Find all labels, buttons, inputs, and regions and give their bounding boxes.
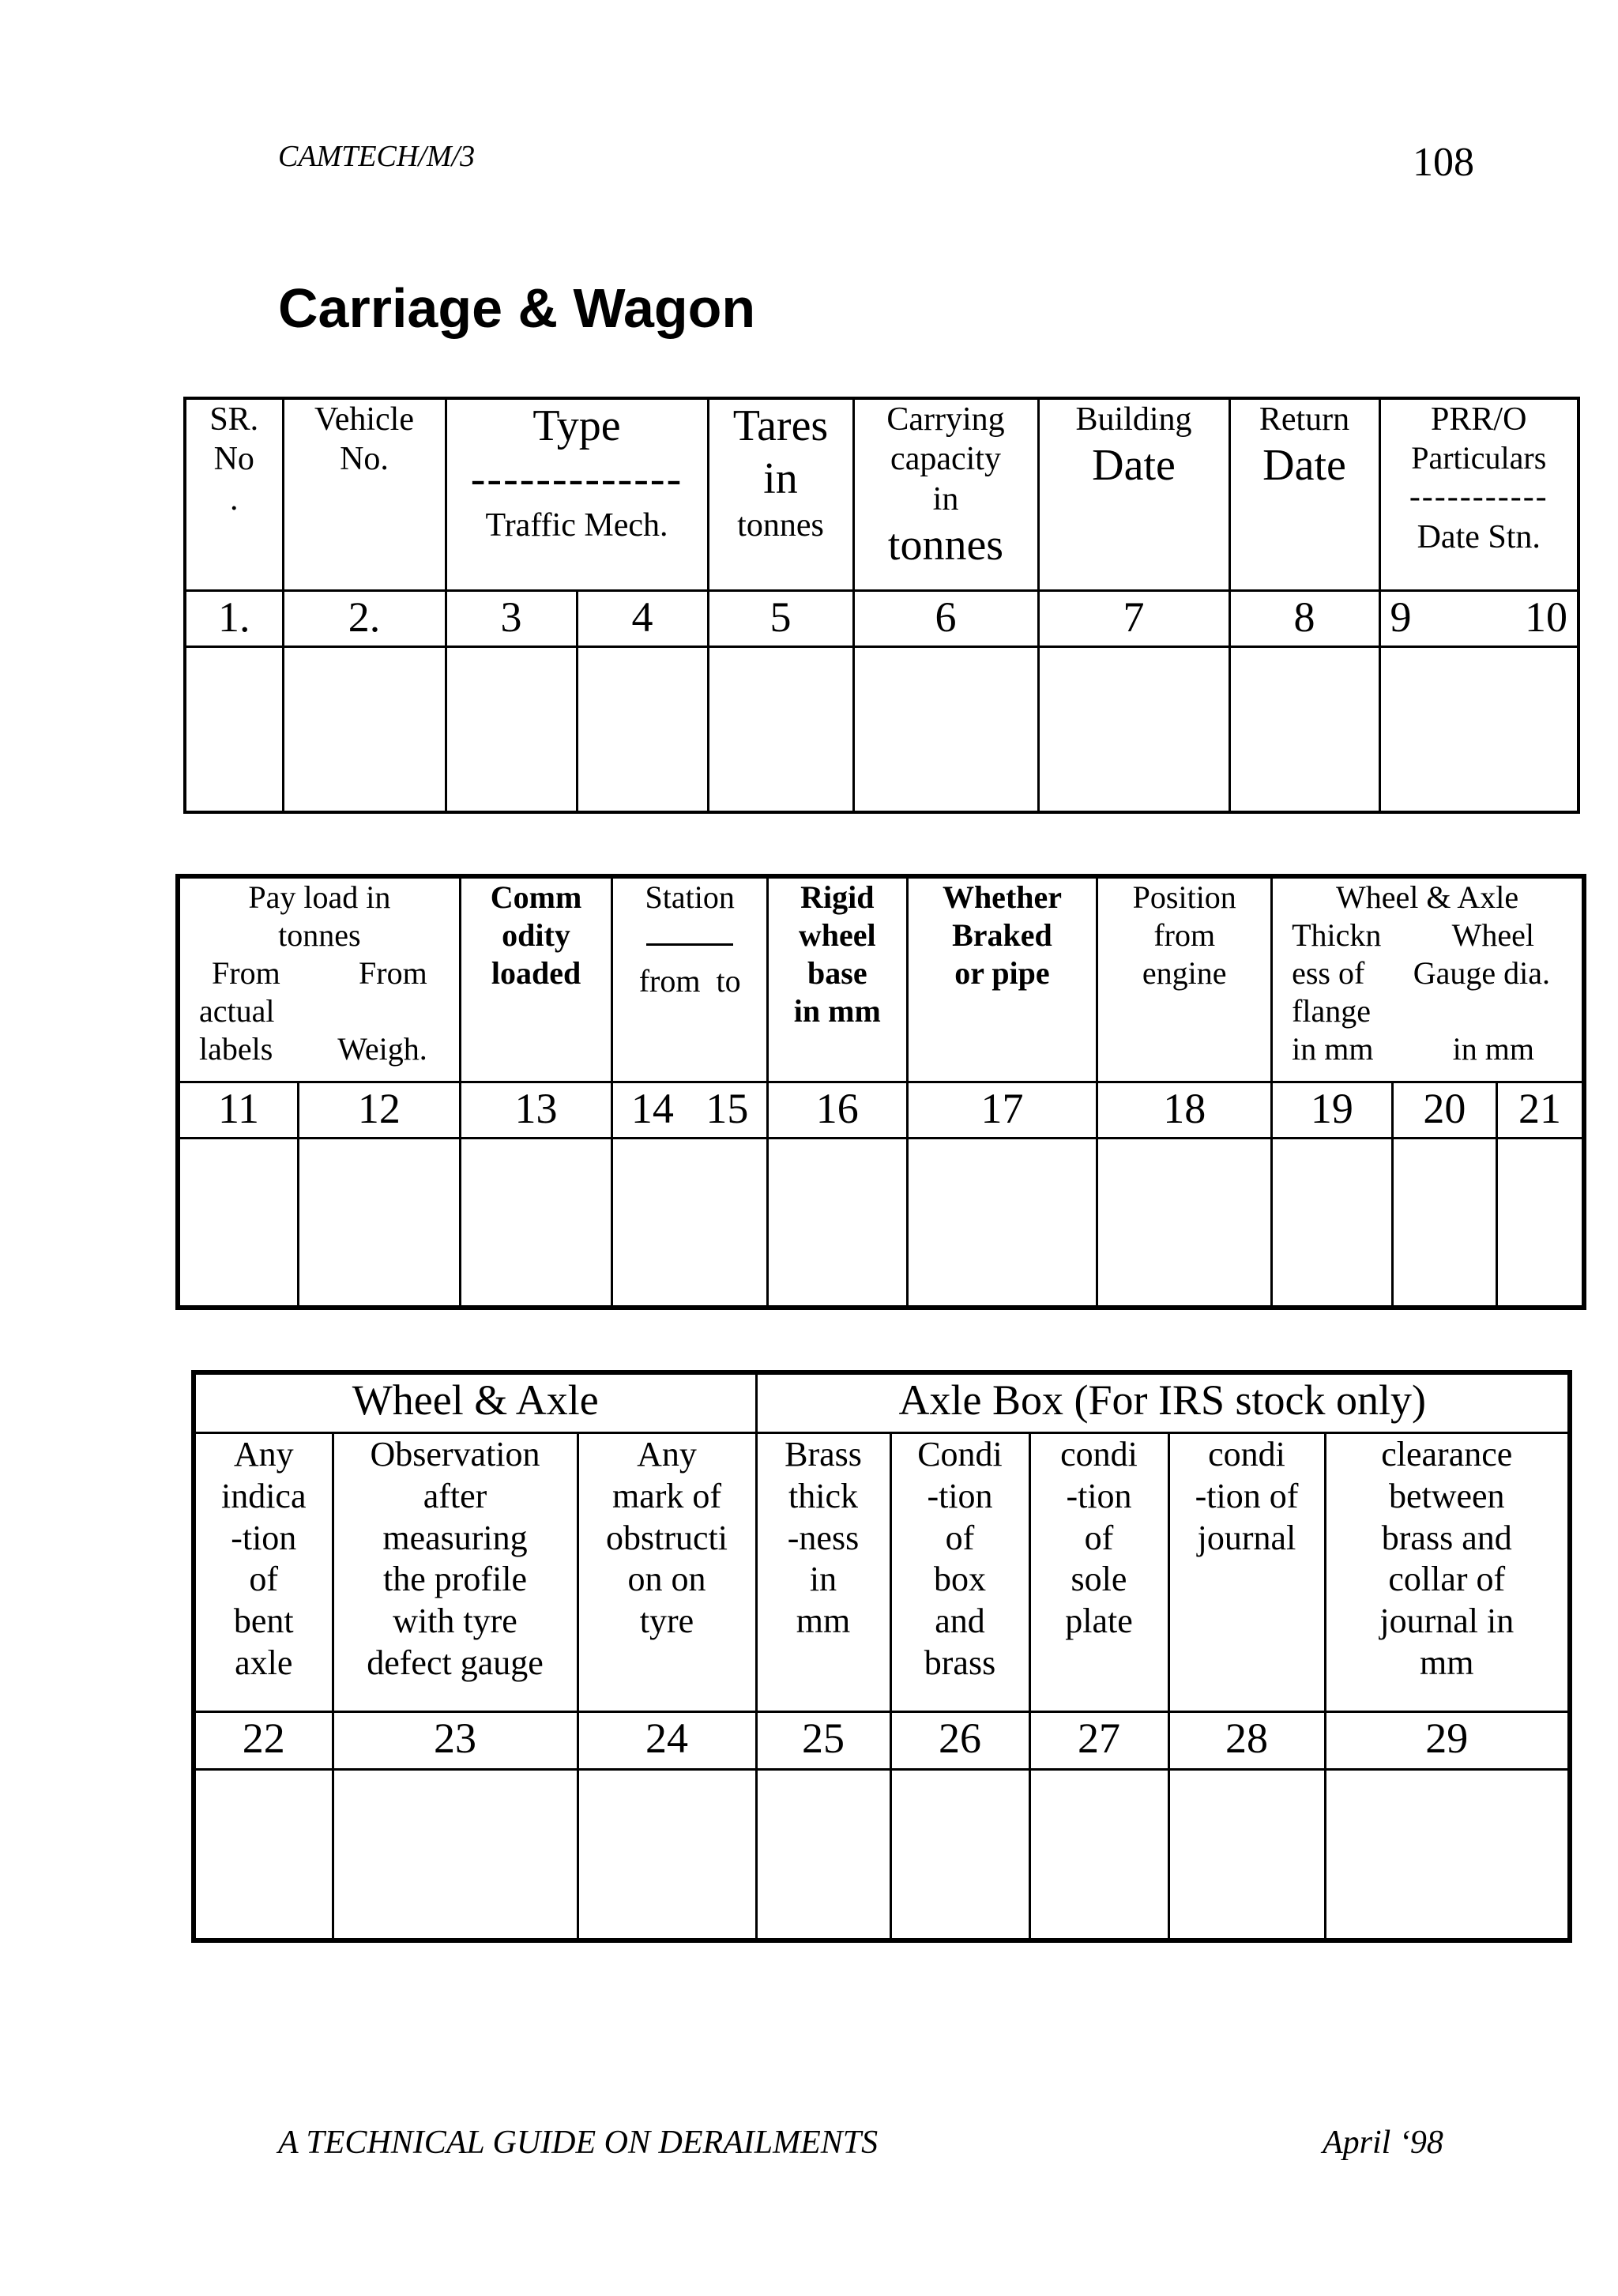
entry-cell[interactable] (194, 1770, 333, 1941)
wheel-axle-box-table (191, 1370, 1572, 1943)
document-code: CAMTECH/M/3 (278, 140, 476, 173)
table2-number-row (178, 1082, 1584, 1139)
entry-cell[interactable] (333, 1770, 578, 1941)
col-number: 28 (1168, 1712, 1325, 1770)
header-return-date: Return Date (1229, 398, 1379, 591)
col-number-pair: 9 10 (1379, 591, 1578, 647)
table3-group-row (194, 1372, 1570, 1433)
header-brass-thickness: Brass thick -ness in mm (756, 1433, 890, 1712)
header-tares: Tares in tonnes (708, 398, 853, 591)
header-prro: PRR/O Particulars ----------- Date Stn. (1379, 398, 1578, 591)
entry-cell[interactable] (446, 647, 577, 813)
header-sr-no: SR. No . (185, 398, 283, 591)
header-box-brass-condition: Condi -tion of box and brass (890, 1433, 1029, 1712)
col-number: 5 (708, 591, 853, 647)
header-journal-condition: condi -tion of journal (1168, 1433, 1325, 1712)
col-number: 27 (1029, 1712, 1168, 1770)
table3-entry-row (194, 1770, 1570, 1941)
col-number: 1. (185, 591, 283, 647)
entry-cell[interactable] (1379, 647, 1578, 813)
group-axle-box: Axle Box (For IRS stock only) (756, 1372, 1570, 1433)
header-station: Station from to (612, 876, 768, 1082)
entry-cell[interactable] (708, 647, 853, 813)
footer-date: April ‘98 (1323, 2125, 1443, 2161)
entry-cell[interactable] (178, 1139, 299, 1308)
load-details-table (175, 874, 1586, 1310)
col-number: 13 (460, 1082, 612, 1139)
entry-cell[interactable] (1497, 1139, 1584, 1308)
col-number: 11 (178, 1082, 299, 1139)
header-position: Position from engine (1097, 876, 1272, 1082)
col-number: 23 (333, 1712, 578, 1770)
page-title: Carriage & Wagon (278, 277, 756, 339)
header-vehicle-no: Vehicle No. (283, 398, 446, 591)
vehicle-details-table (183, 397, 1580, 814)
header-rigid-wheel-base: Rigid wheel base in mm (768, 876, 908, 1082)
entry-cell[interactable] (299, 1139, 461, 1308)
entry-cell[interactable] (283, 647, 446, 813)
table2-entry-row (178, 1139, 1584, 1308)
entry-cell[interactable] (577, 647, 708, 813)
entry-cell[interactable] (1038, 647, 1229, 813)
entry-cell[interactable] (1392, 1139, 1496, 1308)
col-number: 21 (1497, 1082, 1584, 1139)
entry-cell[interactable] (612, 1139, 768, 1308)
entry-cell[interactable] (890, 1770, 1029, 1941)
footer-guide-title: A TECHNICAL GUIDE ON DERAILMENTS (278, 2125, 879, 2161)
col-number: 7 (1038, 591, 1229, 647)
table1-entry-row (185, 647, 1578, 813)
header-sole-plate-condition: condi -tion of sole plate (1029, 1433, 1168, 1712)
header-building-date: Building Date (1038, 398, 1229, 591)
page-number: 108 (1413, 140, 1474, 185)
col-number: 19 (1272, 1082, 1393, 1139)
entry-cell[interactable] (756, 1770, 890, 1941)
col-number: 29 (1325, 1712, 1570, 1770)
entry-cell[interactable] (1325, 1770, 1570, 1941)
col-number-pair: 14 15 (612, 1082, 768, 1139)
col-number: 4 (577, 591, 708, 647)
entry-cell[interactable] (460, 1139, 612, 1308)
entry-cell[interactable] (578, 1770, 756, 1941)
entry-cell[interactable] (907, 1139, 1097, 1308)
col-number: 8 (1229, 591, 1379, 647)
table3-number-row (194, 1712, 1570, 1770)
col-number: 18 (1097, 1082, 1272, 1139)
col-number: 6 (853, 591, 1038, 647)
entry-cell[interactable] (853, 647, 1038, 813)
entry-cell[interactable] (768, 1139, 908, 1308)
header-bent-axle: Any indica -tion of bent axle (194, 1433, 333, 1712)
header-observation: Observation after measuring the profile with tyre defect gauge (333, 1433, 578, 1712)
col-number: 2. (283, 591, 446, 647)
table2-header-row (178, 876, 1584, 1082)
col-number: 20 (1392, 1082, 1496, 1139)
entry-cell[interactable] (1029, 1770, 1168, 1941)
col-number: 3 (446, 591, 577, 647)
header-clearance: clearance between brass and collar of journal in mm (1325, 1433, 1570, 1712)
header-payload: Pay load in tonnes From From actual labels Weigh. (178, 876, 460, 1082)
table1-number-row (185, 591, 1578, 647)
entry-cell[interactable] (1229, 647, 1379, 813)
entry-cell[interactable] (185, 647, 283, 813)
entry-cell[interactable] (1168, 1770, 1325, 1941)
header-type: Type ------------- Traffic Mech. (446, 398, 708, 591)
header-commodity: Comm odity loaded (460, 876, 612, 1082)
table1-header-row (185, 398, 1578, 591)
col-number: 26 (890, 1712, 1029, 1770)
header-carrying-capacity: Carrying capacity in tonnes (853, 398, 1038, 591)
col-number: 25 (756, 1712, 890, 1770)
col-number: 17 (907, 1082, 1097, 1139)
table3-header-row (194, 1433, 1570, 1712)
header-wheel-axle: Wheel & Axle Thickn Wheel ess of Gauge dia. flange in mm in mm (1272, 876, 1584, 1082)
col-number: 12 (299, 1082, 461, 1139)
entry-cell[interactable] (1272, 1139, 1393, 1308)
col-number: 16 (768, 1082, 908, 1139)
group-wheel-axle: Wheel & Axle (194, 1372, 756, 1433)
col-number: 22 (194, 1712, 333, 1770)
entry-cell[interactable] (1097, 1139, 1272, 1308)
header-obstruction: Any mark of obstructi on on tyre (578, 1433, 756, 1712)
col-number: 24 (578, 1712, 756, 1770)
header-braked: Whether Braked or pipe (907, 876, 1097, 1082)
station-divider (646, 928, 733, 946)
